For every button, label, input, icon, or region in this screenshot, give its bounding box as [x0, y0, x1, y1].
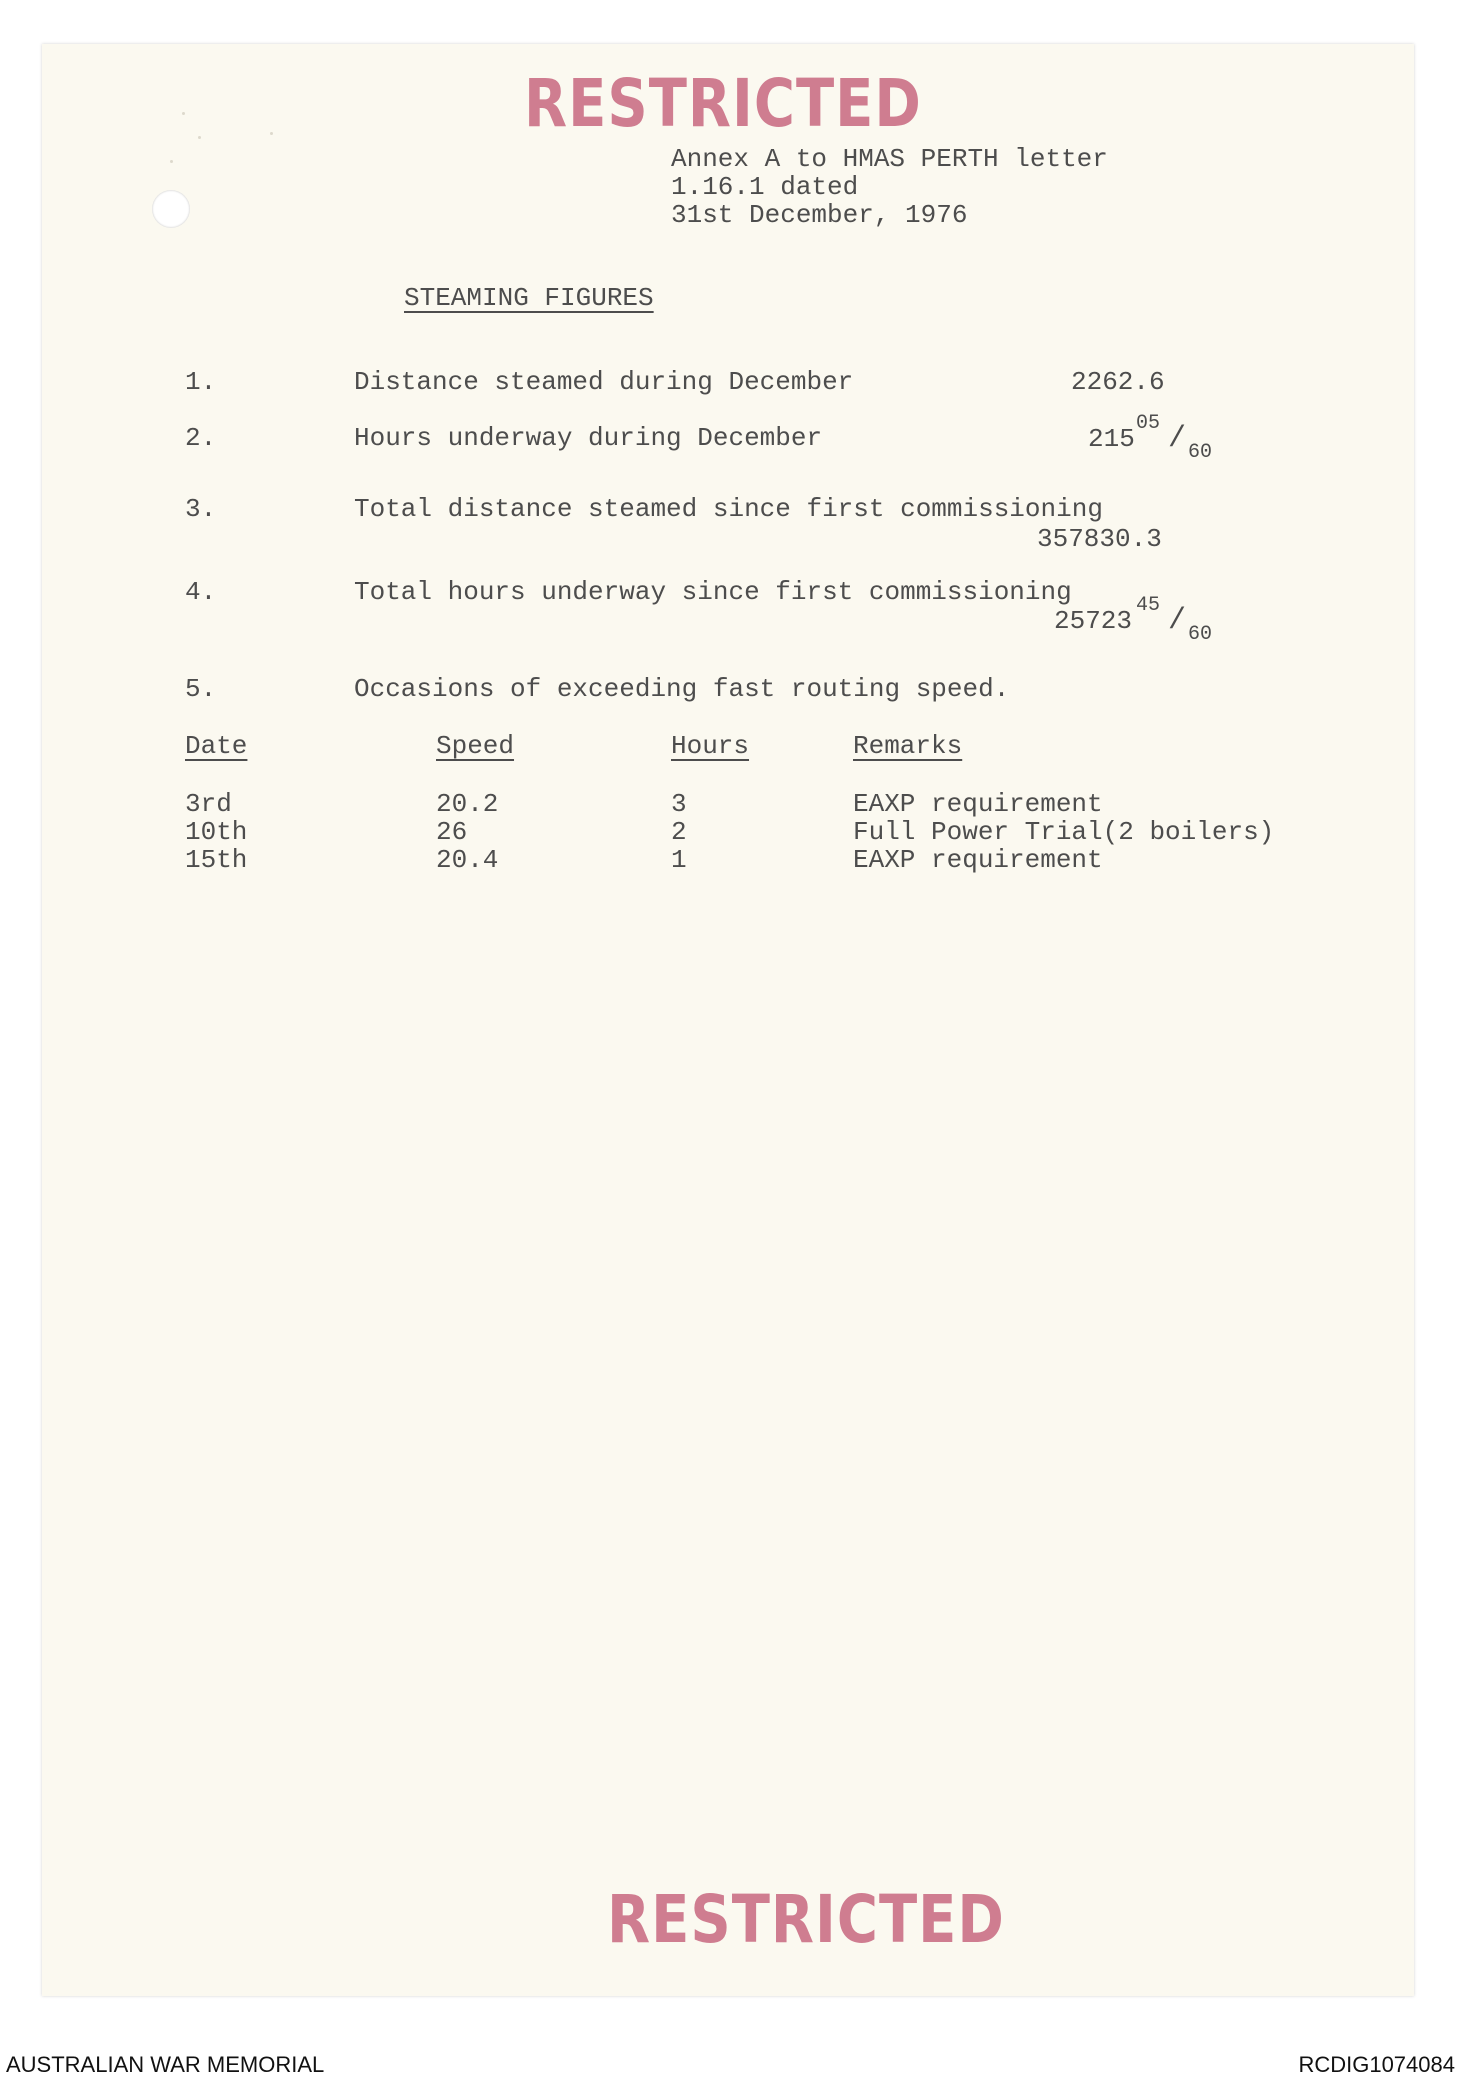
header-line-1: Annex A to HMAS PERTH letter	[671, 144, 1108, 174]
footer-source: AUSTRALIAN WAR MEMORIAL	[6, 2052, 325, 2077]
item-number: 1.	[185, 367, 217, 397]
item-value: 357830.3	[1037, 524, 1162, 554]
header-line-2: 1.16.1 dated	[671, 172, 859, 202]
item-number: 4.	[185, 577, 217, 607]
table-cell-date: 15th	[185, 845, 248, 875]
item-value: 2262.6	[1071, 367, 1165, 397]
item-value-numerator: 05	[1136, 412, 1161, 435]
item-value-main: 25723	[1054, 606, 1133, 636]
table-cell-speed: 20.4	[436, 845, 499, 875]
fraction-slash: /	[1168, 604, 1187, 638]
restricted-stamp-top: RESTRICTED	[524, 66, 922, 143]
document-page	[42, 44, 1414, 1996]
item-text: Hours underway during December	[354, 423, 823, 453]
table-cell-remarks: Full Power Trial(2 boilers)	[853, 817, 1275, 847]
paper-mark	[270, 132, 273, 135]
punch-hole	[152, 190, 190, 228]
item-value-main: 215	[1088, 424, 1135, 454]
item-text: Distance steamed during December	[354, 367, 854, 397]
header-line-3: 31st December, 1976	[671, 200, 968, 230]
table-header-date: Date	[185, 731, 248, 761]
item-number: 5.	[185, 674, 217, 704]
item-value-denominator: 60	[1188, 623, 1213, 646]
table-cell-remarks: EAXP requirement	[853, 789, 1103, 819]
item-value-numerator: 45	[1136, 594, 1161, 617]
footer-id: RCDIG1074084	[1298, 2052, 1455, 2077]
section-title: STEAMING FIGURES	[404, 283, 654, 313]
table-cell-date: 10th	[185, 817, 248, 847]
table-cell-hours: 3	[671, 789, 687, 819]
table-cell-remarks: EAXP requirement	[853, 845, 1103, 875]
table-cell-speed: 20.2	[436, 789, 499, 819]
item-text: Occasions of exceeding fast routing speed.	[354, 674, 1010, 704]
table-header-remarks: Remarks	[853, 731, 963, 761]
paper-mark	[198, 136, 201, 139]
table-cell-hours: 2	[671, 817, 687, 847]
table-cell-hours: 1	[671, 845, 687, 875]
restricted-stamp-bottom: RESTRICTED	[607, 1882, 1005, 1959]
item-number: 2.	[185, 423, 217, 453]
item-text: Total hours underway since first commissioning	[354, 577, 1072, 607]
item-number: 3.	[185, 494, 217, 524]
item-text: Total distance steamed since first commissioning	[354, 494, 1103, 524]
table-cell-speed: 26	[436, 817, 468, 847]
paper-mark	[182, 112, 185, 115]
table-header-hours: Hours	[671, 731, 750, 761]
paper-mark	[170, 160, 173, 163]
table-cell-date: 3rd	[185, 789, 232, 819]
table-header-speed: Speed	[436, 731, 515, 761]
fraction-slash: /	[1168, 422, 1187, 456]
item-value-denominator: 60	[1188, 441, 1213, 464]
